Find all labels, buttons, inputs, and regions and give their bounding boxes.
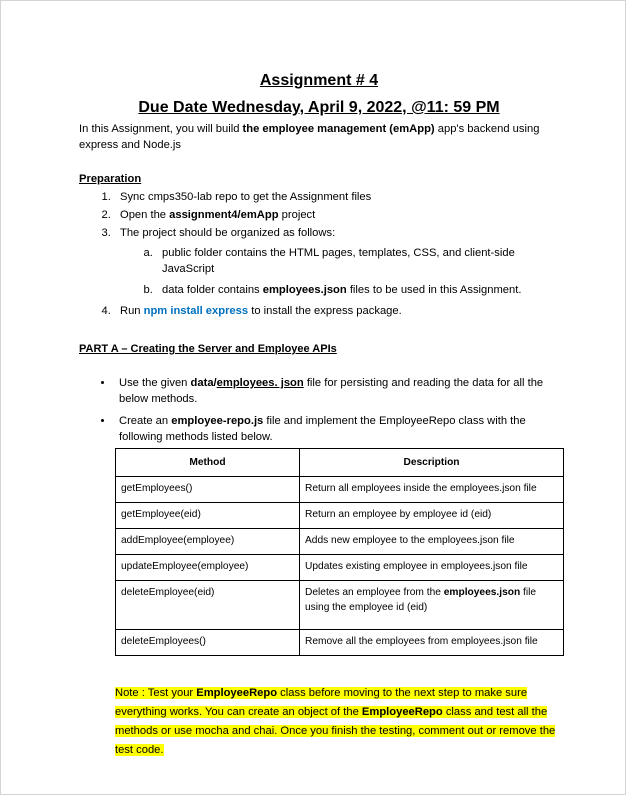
table-header-row (116, 449, 564, 477)
description-text: file using the employee id (eid) (305, 587, 537, 613)
sub-step-text: data folder contains (162, 284, 263, 296)
step-text: Run (120, 305, 144, 317)
table-row (116, 555, 564, 581)
description-cell: Remove all the employees from employees.json file (300, 630, 564, 656)
due-date-heading: Due Date Wednesday, April 9, 2022, @11: 59 PM (138, 99, 500, 116)
bullet-bold: data/ (190, 377, 217, 389)
list-item (156, 282, 559, 298)
note-bold: EmployeeRepo (361, 706, 443, 718)
project-path: assignment4/emApp (169, 209, 279, 221)
list-item (114, 303, 559, 319)
description-cell: Updates existing employee in employees.json file (300, 555, 564, 581)
step-text: to install the express package. (248, 305, 402, 317)
method-cell: getEmployees() (116, 477, 300, 503)
bullet-text: Use the given (119, 377, 191, 389)
intro-text-end: app's backend using express and Node.js (79, 123, 540, 151)
intro-paragraph (79, 121, 559, 153)
description-column-header: Description (300, 449, 564, 477)
method-cell: addEmployee(employee) (116, 529, 300, 555)
step-text: project (278, 209, 316, 221)
description-cell: Return all employees inside the employees.json file (300, 477, 564, 503)
method-cell: updateEmployee(employee) (116, 555, 300, 581)
bullet-bold-underlined: employees. json (216, 377, 304, 389)
method-cell: getEmployee(eid) (116, 503, 300, 529)
table-row (116, 503, 564, 529)
step-text: Open the (120, 209, 170, 221)
method-cell: deleteEmployees() (116, 630, 300, 656)
sub-step-text: public folder contains the HTML pages, templates, CSS, and client-side JavaScript (162, 247, 515, 275)
description-cell: Adds new employee to the employees.json file (300, 529, 564, 555)
document-body (79, 71, 559, 760)
list-item (114, 375, 559, 407)
npm-command: npm install express (143, 305, 249, 317)
table-row (116, 581, 564, 630)
note-text: class and test all the methods or use mocha and chai. Once you finish the testing, comment out or remove the test code. (115, 706, 556, 756)
description-cell (300, 581, 564, 630)
bullet-text: Create an (119, 415, 172, 427)
step-text: Sync cmps350-lab repo to get the Assignment files (120, 191, 372, 203)
description-bold: employees.json (443, 587, 521, 598)
bullet-bold: employee-repo.js (171, 415, 264, 427)
description-cell: Return an employee by employee id (eid) (300, 503, 564, 529)
highlighted-note (115, 687, 555, 756)
list-item (114, 225, 559, 298)
method-cell: deleteEmployee(eid) (116, 581, 300, 630)
sub-steps (120, 245, 559, 298)
list-item (114, 413, 559, 445)
methods-table (115, 448, 564, 656)
filename-bold: employees.json (262, 284, 347, 296)
intro-text: In this Assignment, you will build (79, 123, 243, 135)
table-row (116, 630, 564, 656)
note-block (115, 684, 563, 760)
method-column-header: Method (116, 449, 300, 477)
preparation-heading: Preparation (79, 173, 142, 185)
bullet-text: file for persisting and reading the data for all the below methods. (119, 377, 544, 405)
intro-bold: the employee management (emApp) (242, 123, 435, 135)
note-text: class before moving to the next step to make sure everything works. You can create an object of the (115, 687, 528, 718)
list-item (156, 245, 559, 277)
part-a-heading: PART A – Creating the Server and Employee APIs (79, 343, 337, 355)
bullet-text: file and implement the EmployeeRepo class with the following methods listed below. (119, 415, 526, 443)
table-row (116, 477, 564, 503)
note-text: Note : Test your (115, 687, 197, 699)
assignment-title: Assignment # 4 (259, 72, 379, 89)
note-bold: EmployeeRepo (196, 687, 278, 699)
list-item (114, 189, 559, 205)
description-text: Deletes an employee from the (305, 587, 444, 598)
sub-step-text: files to be used in this Assignment. (346, 284, 522, 296)
table-row (116, 529, 564, 555)
list-item (114, 207, 559, 223)
preparation-steps (79, 189, 559, 319)
part-a-bullets (79, 375, 559, 445)
step-text: The project should be organized as follows: (120, 227, 336, 239)
